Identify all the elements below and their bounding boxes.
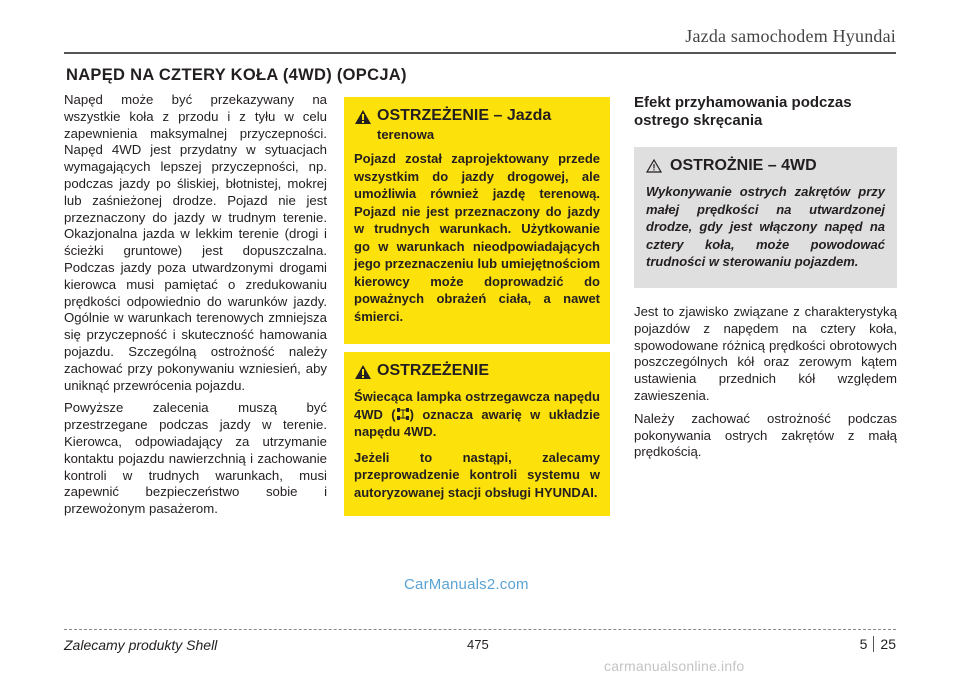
intro-paragraph: Napęd może być przekazywany na wszystkie koła z przodu i z tyłu w celu zapewnienia maksymalnej przyczepności. Napęd 4WD jest przydatny w sytuacjach wymagających lepszej przyczepności, np. podczas jazdy po śliskiej, błotnistej, mokrej lub zaśnieżonej drodze. Pojazd nie jest przeznaczony do jazdy w trudnym terenie. Okazjonalna jazda w lekkim terenie (drogi i ścieżki gruntowe) jest dopuszczalna. Podczas jazdy poza utwardzonymi drogami kierowca musi pamiętać o zredukowaniu prędkości odpowiednio do warunków jazdy. Ogólnie w warunkach terenowych zmniejsza się przyczepność i skuteczność hamowania pojazdu. Szczególną ostrożność należy zachować przy pokonywaniu wzniesień, aby uniknąć przewrócenia pojazdu. [64, 92, 327, 393]
section-title: NAPĘD NA CZTERY KOŁA (4WD) (OPCJA) [66, 66, 407, 84]
warning-triangle-icon [354, 109, 372, 125]
footer-page: 25 [880, 636, 896, 652]
offroad-warning-box [344, 97, 610, 344]
warning-dash: – [489, 107, 507, 124]
warning-lamp-text [354, 388, 600, 441]
guidance-paragraph: Powyższe zalecenia muszą być przestrzegane podczas jazdy w terenie. Kierowca, odpowiadający za utrzymanie kontaktu pojazdu nawierzchnią i zachowanie kontroli w trudnych warunkach, musi zapewnić bezpieczeństwo sobie i przewożonym pasażerom. [64, 400, 327, 517]
subsection-title-line1: Efekt przyhamowania podczas [634, 94, 852, 111]
warning-title: OSTRZEŻENIE [377, 107, 490, 124]
footer-divider [64, 629, 896, 630]
warning-header [354, 362, 600, 380]
4wd-lamp-warning-box [344, 352, 610, 516]
warning-title-block [377, 107, 551, 142]
subsection-title [634, 94, 897, 130]
warning-service-text: Jeżeli to nastąpi, zalecamy przeprowadzenie kontroli systemu w autoryzowanej stacji obsługi HYUNDAI. [354, 449, 600, 500]
caution-dash: – [763, 157, 782, 174]
caution-header [646, 157, 885, 175]
subsection-title-line2: ostrego skręcania [634, 112, 763, 129]
caution-subtitle: 4WD [781, 157, 817, 174]
warning-header [354, 107, 600, 142]
warning-lamp-text-pre: Świecąca lampka ostrzegawcza napędu 4WD ( [354, 389, 600, 422]
warning-title: OSTRZEŻENIE [377, 362, 490, 379]
footer-note: Zalecamy produkty Shell [64, 637, 218, 653]
4wd-indicator-icon [396, 407, 410, 421]
left-column [64, 92, 327, 524]
warning-lamp-text-post: ) oznacza awarię w układzie napędu 4WD. [354, 406, 600, 439]
explanation-paragraph: Jest to zjawisko związane z charakterystyką pojazdów z napędem na cztery koła, spowodowane różnicą prędkości obrotowych poszczególnych kół oraz zerowym kątem ustawienia przednich kół względem zawieszenia. [634, 304, 897, 403]
caution-box [634, 147, 897, 288]
right-column [634, 94, 897, 467]
bottom-watermark: carmanualsonline.info [604, 658, 745, 674]
warning-subtitle: Jazda [506, 107, 552, 124]
footer-page-number: 475 [467, 637, 489, 652]
header-title: Jazda samochodem Hyundai [685, 26, 896, 46]
caution-triangle-icon [646, 159, 662, 173]
caution-body: Wykonywanie ostrych zakrętów przy małej prędkości na utwardzonej drodze, gdy jest włączony napęd na cztery koła, może powodować trudności w sterowaniu pojazdem. [646, 184, 885, 269]
footer-section-page [860, 636, 896, 652]
footer-chapter: 5 [859, 636, 868, 652]
warning-body: Pojazd został zaprojektowany przede wszystkim do jazdy drogowej, ale umożliwia również jazdę terenową. Pojazd nie jest przeznaczony do jazdy w trudnych warunkach. Użytkowanie go w warunkach nieodpowiadających jego przeznaczeniu lub umiejętnościom kierowcy może doprowadzić do poważnych obrażeń ciała, a nawet śmierci. [354, 151, 600, 324]
footer-separator [873, 636, 874, 652]
explanation-text [634, 304, 897, 461]
warning-subtitle-cont: terenowa [377, 127, 435, 142]
watermark-link[interactable]: CarManuals2.com [404, 576, 529, 593]
caution-title: OSTROŻNIE [670, 157, 764, 174]
advice-paragraph: Należy zachować ostrożność podczas pokonywania ostrych zakrętów z małą prędkością. [634, 410, 897, 460]
warning-triangle-icon [354, 364, 372, 380]
header-divider [64, 52, 896, 54]
